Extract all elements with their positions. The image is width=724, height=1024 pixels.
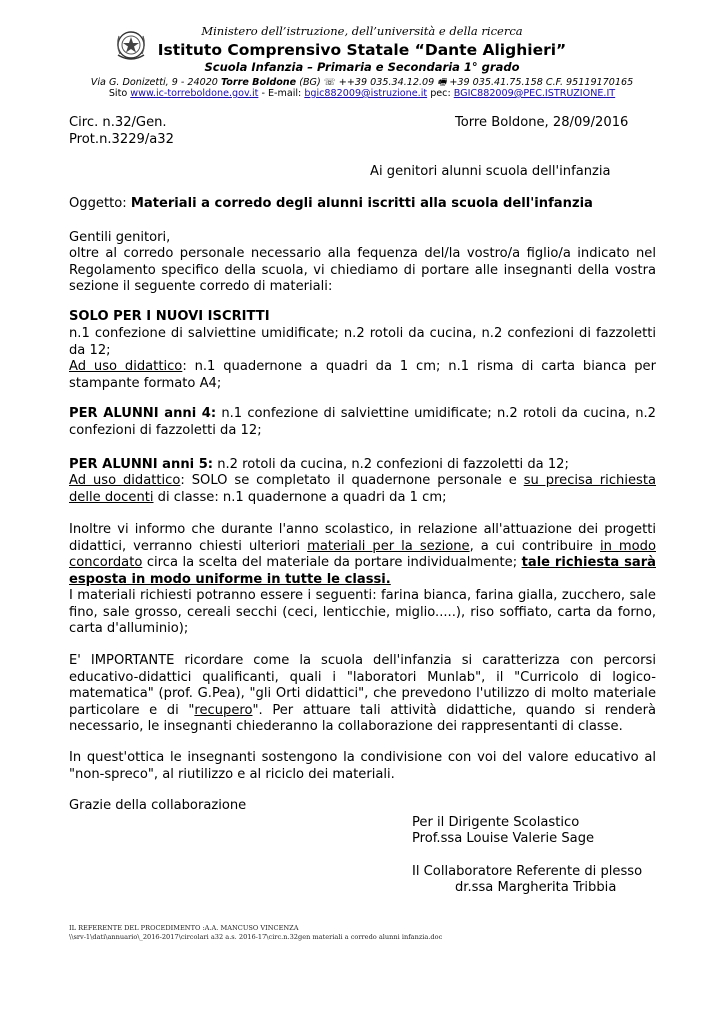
school-name: Istituto Comprensivo Statale “Dante Alighieri” [157,41,567,59]
footer-reference: IL REFERENTE DEL PROCEDIMENTO :A.A. MANCUSO VINCENZA [69,924,299,932]
new-students-heading: SOLO PER I NUOVI ISCRITTI [69,309,270,324]
recipient-line: Ai genitori alunni scuola dell'infanzia [370,164,611,179]
p1-b: , a cui contribuire [469,538,600,554]
materials-paragraph: I materiali richiesti potranno essere i seguenti: farina bianca, farina gialla, zucchero, sale fino, sale grosso, cereali secchi (ceci, lenticchie, miglio.....), riso soffiato, carta da forno, carta d'alluminio); [69,588,656,636]
thanks-line: Grazie della collaborazione [69,798,247,813]
p3-recupero: recupero [194,702,253,718]
email-label: - E-mail: [258,88,305,99]
greeting: Gentili genitori, [69,230,171,245]
pec-label: pec: [427,88,454,99]
p1-materials: materiali per la sezione [307,538,470,554]
site-label: Sito [108,88,131,99]
age4-items: n.1 confezione di salviettine umidificate; n.2 rotoli da cucina, n.2 confezioni di fazzoletti da 12; [69,406,657,438]
new-students-didactic [69,359,656,392]
address-town: Torre Boldone [220,77,297,88]
signature-name-2: dr.ssa Margherita Tribbia [455,880,617,895]
age5-paragraph [69,457,656,474]
age5-didactic-b: di classe: n.1 quadernone a quadri da 1 cm; [153,489,447,505]
website-link[interactable]: www.ic-torreboldone.gov.it [130,88,259,99]
age4-label: PER ALUNNI anni 4: [69,406,217,421]
age5-items: n.2 rotoli da cucina, n.2 confezioni di fazzoletti da 12; [213,457,569,472]
ministry-line: Ministero dell’istruzione, dell’università e della ricerca [201,24,523,38]
didactic-label: Ad uso didattico [69,359,183,374]
signature-role-2: Il Collaboratore Referente di plesso [412,864,643,879]
email-link[interactable]: bgic882009@istruzione.it [304,88,428,99]
age5-didactic-a: : SOLO se completato il quadernone personale e [180,473,524,488]
age5-label: PER ALUNNI anni 5: [69,457,214,472]
important-paragraph [69,653,656,736]
p1-a: Inoltre vi informo che durante l'anno scolastico, in relazione all'attuazione dei progetti didattici, verranno chiesti ulteriori [69,522,656,554]
p3-a: E' IMPORTANTE ricordare come la scuola dell'infanzia si caratterizza con percorsi educativo-didattici qualificanti, quali i "laboratori Munlab", il "Curricolo di logico-matematica" (prof. G.Pea), "gli Orti didattici", che prevedono l'utilizzo di molto materiale particolare e di " [69,653,656,718]
new-didactic-items: : n.1 quadernone a quadri da 1 cm; n.1 risma di carta bianca per stampante formato A4; [69,359,656,391]
p1-agreed: in modo concordato [69,538,656,570]
projects-paragraph [69,522,656,588]
age4-paragraph [69,406,656,439]
signature-name-1: Prof.ssa Louise Valerie Sage [412,831,595,846]
pec-link[interactable]: BGIC882009@PEC.ISTRUZIONE.IT [453,88,616,99]
intro-paragraph: oltre al corredo personale necessario alla fequenza del/la vostro/a figlio/a indicato nel Regolamento specifico della scuola, vi chiediamo di portare alle insegnanti della vostra sezione il seguente corredo di materiali: [69,246,656,294]
sustainability-paragraph: In quest'ottica le insegnanti sostengono la condivisione con voi del valore educativo al "non-spreco", al riutilizzo e al riciclo dei materiali. [69,750,656,782]
school-grades: Scuola Infanzia – Primaria e Secondaria 1° grado [204,60,520,74]
p1-c: circa la scelta del materiale da portare individualmente; [142,555,522,570]
address-contacts: (BG) ☏ ++39 035.34.12.09 🖷 +39 035.41.75.158 C.F. 95119170165 [296,77,634,88]
p1-uniform-request: tale richiesta sarà esposta in modo uniforme in tutte le classi. [69,555,656,587]
contact-links [0,88,724,99]
new-students-items: n.1 confezione di salviettine umidificate; n.2 rotoli da cucina, n.2 confezioni di fazzoletti da 12; [69,326,656,358]
p3-b: ". Per attuare tali attività didattiche, quando si renderà necessario, le insegnanti chiederanno la collaborazione dei rappresentanti di classe. [69,702,656,734]
footer-file-path: \\srv-1\dati\annuario\_2016-2017\circolari a32 a.s. 2016-17\circ.n.32gen materiali a corredo alunni infanzia.doc [69,933,443,941]
didactic-label: Ad uso didattico [69,473,181,488]
circular-number: Circ. n.32/Gen. [69,115,167,130]
subject-line [69,196,656,213]
age5-didactic-request: su precisa richiesta delle docenti [69,473,656,505]
subject-text: Materiali a corredo degli alunni iscritti alla scuola dell'infanzia [130,196,593,211]
age5-didactic [69,473,656,506]
subject-label: Oggetto: [69,196,131,211]
place-date: Torre Boldone, 28/09/2016 [455,115,629,130]
protocol-number: Prot.n.3229/a32 [69,132,174,147]
address-prefix: Via G. Donizetti, 9 - 24020 [90,77,221,88]
signature-role-1: Per il Dirigente Scolastico [412,815,580,830]
